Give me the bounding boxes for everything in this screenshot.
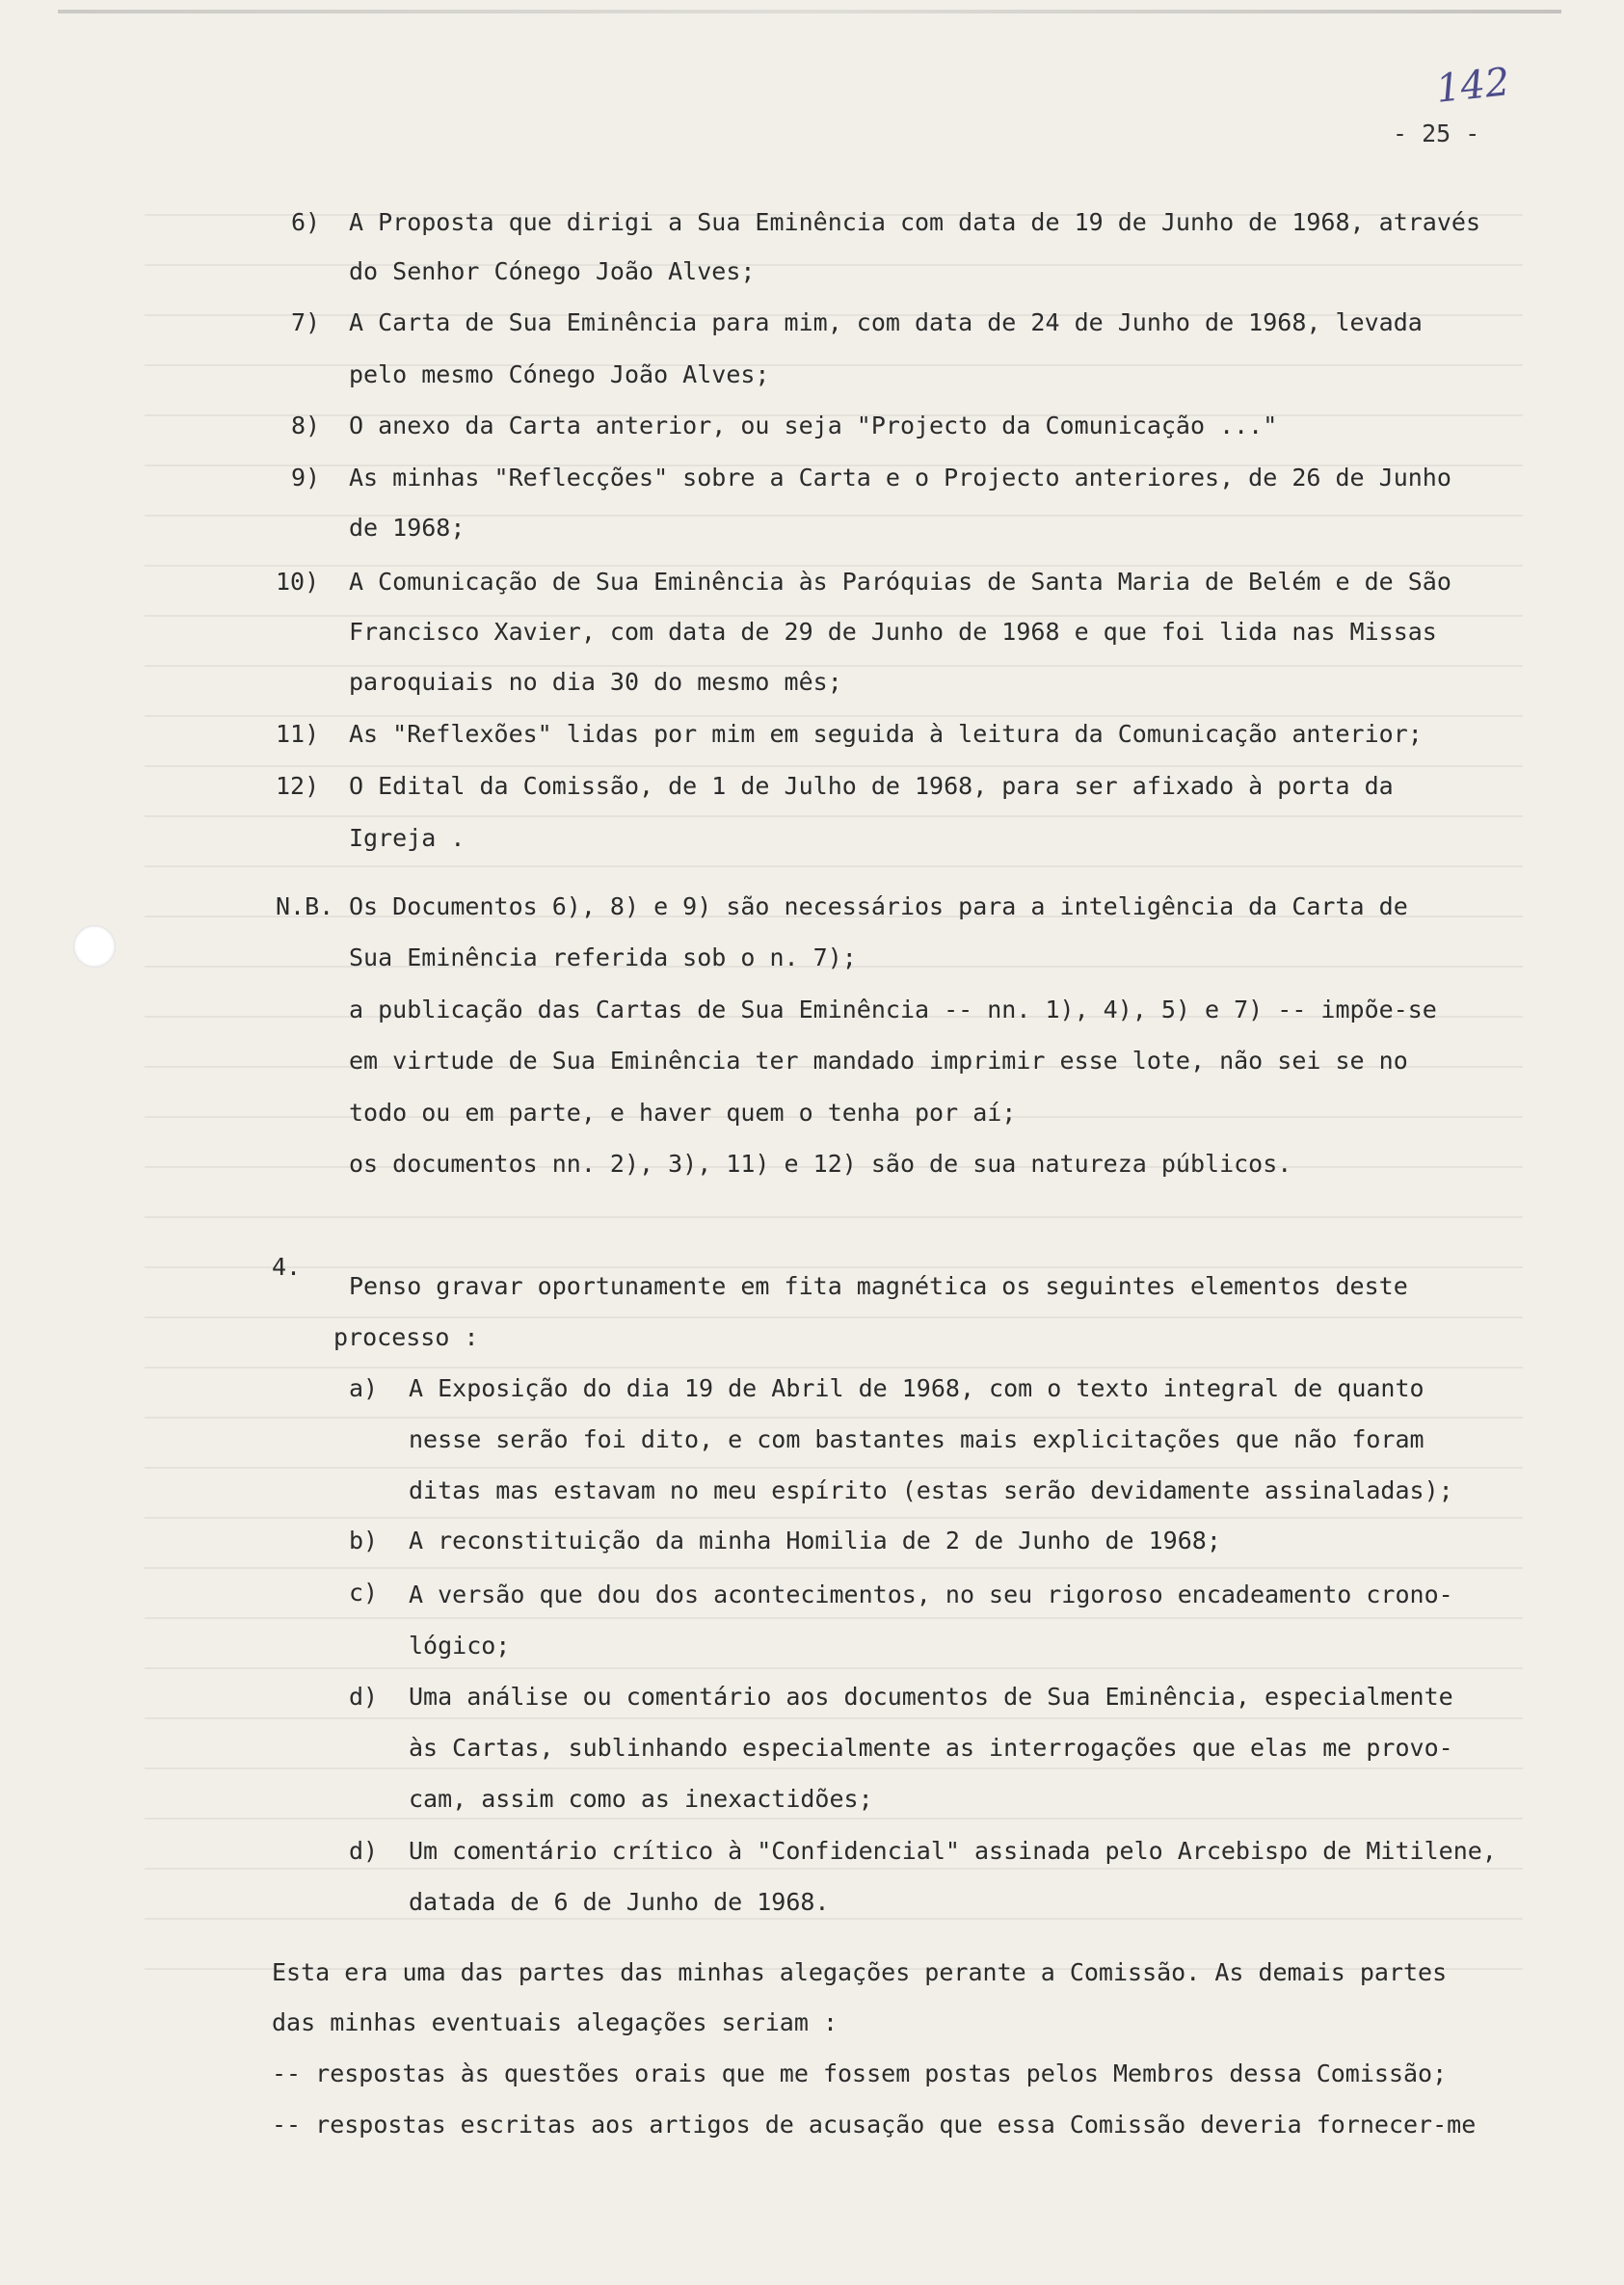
item-a-line-1: A Exposição do dia 19 de Abril de 1968, com o texto integral de quanto — [409, 1374, 1424, 1402]
list-number-12: 12) — [276, 772, 320, 800]
item-d2-line-1: Um comentário crítico à "Confidencial" assinada pelo Arcebispo de Mitilene, — [409, 1837, 1497, 1865]
item-b-line-1: A reconstituição da minha Homilia de 2 de Junho de 1968; — [409, 1527, 1221, 1554]
nb-line-4: em virtude de Sua Eminência ter mandado imprimir esse lote, não sei se no — [349, 1047, 1408, 1075]
item-b-letter: b) — [349, 1527, 379, 1554]
item-c-line-2: lógico; — [409, 1632, 511, 1660]
item-d2-line-2: datada de 6 de Junho de 1968. — [409, 1888, 830, 1916]
list-number-11: 11) — [276, 720, 320, 748]
nb-label: N.B. — [276, 892, 334, 920]
item-12-line-2: Igreja . — [349, 824, 466, 852]
item-a-line-2: nesse serão foi dito, e com bastantes mais explicitações que não foram — [409, 1425, 1424, 1453]
nb-line-1: Os Documentos 6), 8) e 9) são necessários para a inteligência da Carta de — [349, 892, 1408, 920]
scan-edge-line — [58, 10, 1561, 13]
list-number-6: 6) — [291, 208, 321, 236]
item-10-line-3: paroquiais no dia 30 do mesmo mês; — [349, 668, 842, 696]
item-10-line-1: A Comunicação de Sua Eminência às Paróquias de Santa Maria de Belém e de São — [349, 568, 1451, 596]
item-d-letter: d) — [349, 1683, 379, 1711]
item-9-line-2: de 1968; — [349, 514, 466, 542]
item-10-line-2: Francisco Xavier, com data de 29 de Junho de 1968 e que foi lida nas Missas — [349, 618, 1437, 646]
nb-line-3: a publicação das Cartas de Sua Eminência -- nn. 1), 4), 5) e 7) -- impõe-se — [349, 996, 1437, 1023]
closing-dash-2: -- respostas escritas aos artigos de acusação que essa Comissão deveria fornecer-me — [272, 2111, 1477, 2139]
item-c-line-1: A versão que dou dos acontecimentos, no seu rigoroso encadeamento crono- — [409, 1581, 1453, 1608]
nb-line-5: todo ou em parte, e haver quem o tenha por aí; — [349, 1099, 1017, 1127]
item-7-line-1: A Carta de Sua Eminência para mim, com data de 24 de Junho de 1968, levada — [349, 308, 1423, 336]
item-d-line-2: às Cartas, sublinhando especialmente as interrogações que elas me provo- — [409, 1734, 1453, 1762]
closing-dash-1: -- respostas às questões orais que me fossem postas pelos Membros dessa Comissão; — [272, 2059, 1448, 2087]
section-4-intro-2: processo : — [333, 1323, 479, 1351]
item-a-line-3: ditas mas estavam no meu espírito (estas serão devidamente assinaladas); — [409, 1476, 1453, 1504]
bleed-through-text — [145, 173, 1523, 2005]
section-4-number: 4. — [272, 1253, 302, 1281]
item-d-line-3: cam, assim como as inexactidões; — [409, 1785, 873, 1813]
item-6-line-2: do Senhor Cónego João Alves; — [349, 257, 756, 285]
item-9-line-1: As minhas "Reflecções" sobre a Carta e o Projecto anteriores, de 26 de Junho — [349, 464, 1451, 492]
list-number-9: 9) — [291, 464, 321, 492]
list-number-10: 10) — [276, 568, 320, 596]
item-c-letter: c) — [349, 1579, 379, 1607]
page-number: - 25 - — [1393, 120, 1480, 147]
item-12-line-1: O Edital da Comissão, de 1 de Julho de 1968, para ser afixado à porta da — [349, 772, 1394, 800]
closing-line-1: Esta era uma das partes das minhas alegações perante a Comissão. As demais partes — [272, 1958, 1448, 1986]
section-4-intro-1: Penso gravar oportunamente em fita magnética os seguintes elementos deste — [349, 1272, 1408, 1300]
item-6-line-1: A Proposta que dirigi a Sua Eminência com data de 19 de Junho de 1968, através — [349, 208, 1480, 236]
list-number-7: 7) — [291, 308, 321, 336]
punch-hole — [73, 925, 116, 968]
item-11-line-1: As "Reflexões" lidas por mim em seguida à leitura da Comunicação anterior; — [349, 720, 1423, 748]
closing-line-2: das minhas eventuais alegações seriam : — [272, 2008, 838, 2036]
item-d2-letter: d) — [349, 1837, 379, 1865]
item-d-line-1: Uma análise ou comentário aos documentos de Sua Eminência, especialmente — [409, 1683, 1453, 1711]
list-number-8: 8) — [291, 412, 321, 439]
item-8-line-1: O anexo da Carta anterior, ou seja "Projecto da Comunicação ..." — [349, 412, 1278, 439]
nb-line-6: os documentos nn. 2), 3), 11) e 12) são de sua natureza públicos. — [349, 1150, 1292, 1178]
handwritten-page-number: 142 — [1433, 60, 1512, 112]
nb-line-2: Sua Eminência referida sob o n. 7); — [349, 943, 857, 971]
item-7-line-2: pelo mesmo Cónego João Alves; — [349, 360, 770, 388]
item-a-letter: a) — [349, 1374, 379, 1402]
